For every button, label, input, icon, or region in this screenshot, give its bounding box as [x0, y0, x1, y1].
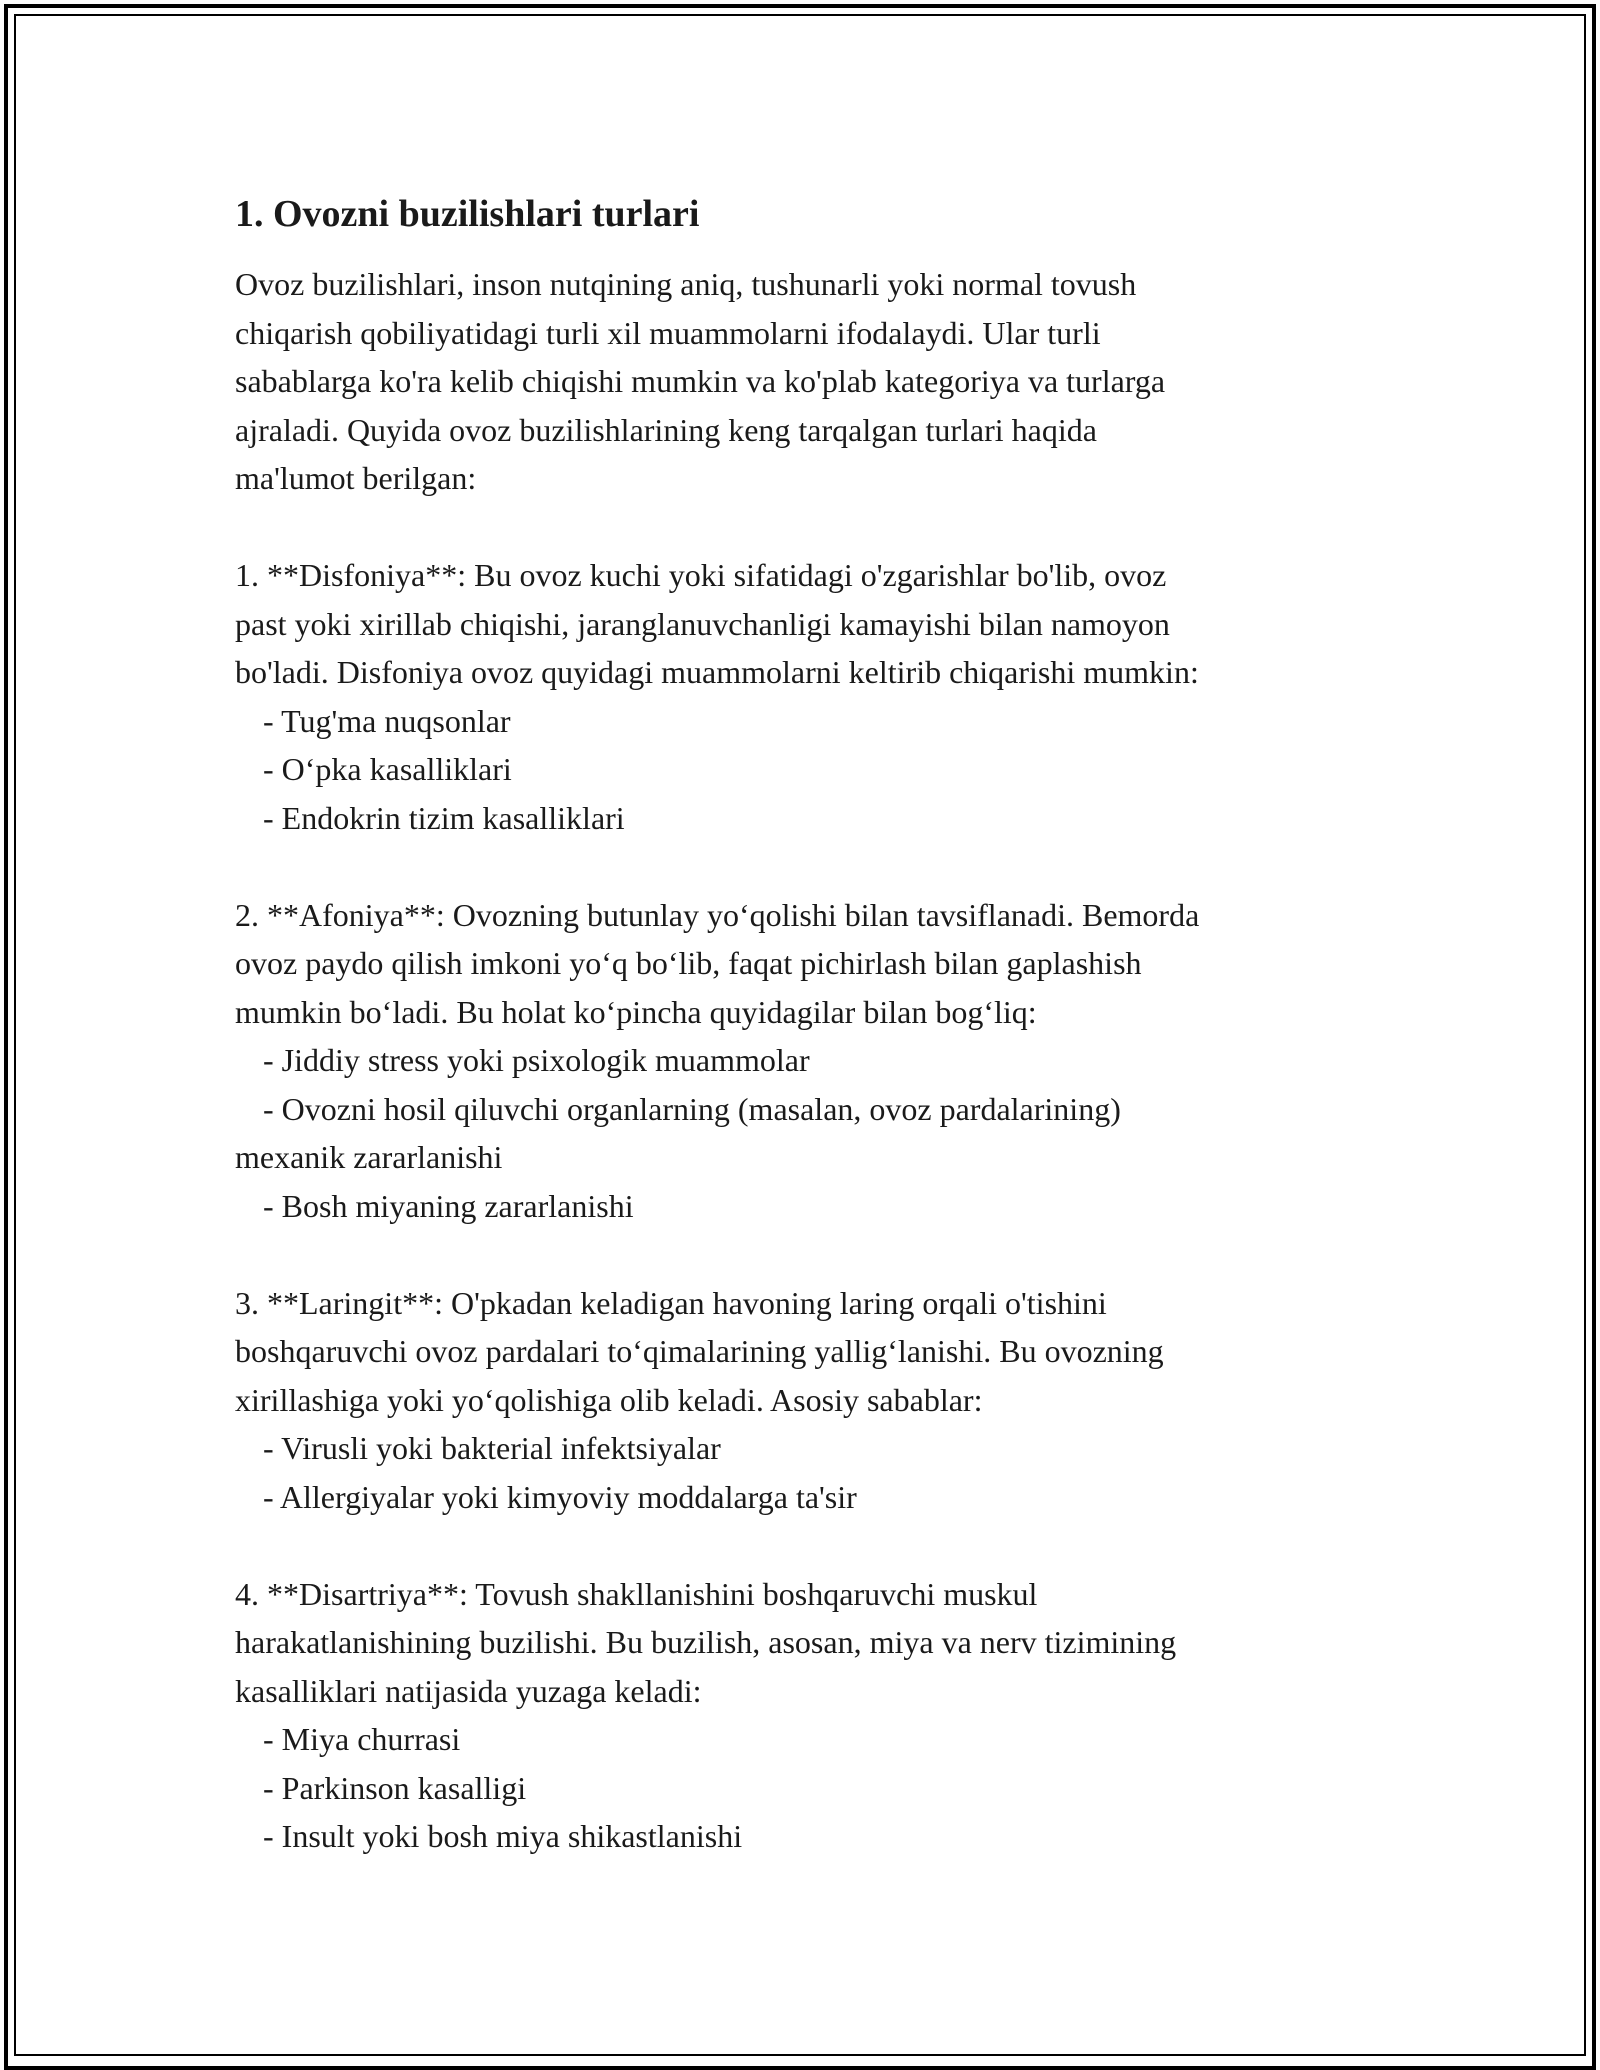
intro-line: Ovoz buzilishlari, inson nutqining aniq, tushunarli yoki normal tovush [235, 266, 1137, 302]
section-disartriya [235, 1570, 1375, 1861]
section-line: 4. **Disartriya**: Tovush shakllanishini boshqaruvchi muskul [235, 1575, 1038, 1612]
list-item: - Endokrin tizim kasalliklari [263, 799, 625, 836]
section-line: past yoki xirillab chiqishi, jaranglanuvchanligi kamayishi bilan namoyon [235, 605, 1170, 642]
section-line: boshqaruvchi ovoz pardalari to‘qimalarining yallig‘lanishi. Bu ovozning [235, 1333, 1164, 1369]
list-item: - O‘pka kasalliklari [263, 751, 512, 787]
list-item: - Allergiyalar yoki kimyoviy moddalarga ta'sir [263, 1478, 857, 1515]
intro-line: chiqarish qobiliyatidagi turli xil muammolarni ifodalaydi. Ular turli [235, 314, 1101, 351]
list-item: - Insult yoki bosh miya shikastlanishi [263, 1818, 743, 1854]
intro-line: ajraladi. Quyida ovoz buzilishlarining keng tarqalgan turlari haqida [235, 411, 1097, 448]
paragraph-gap [235, 842, 1375, 891]
intro-line: ma'lumot berilgan: [235, 460, 477, 496]
section-laringit [235, 1279, 1375, 1522]
section-line: kasalliklari natijasida yuzaga keladi: [235, 1672, 702, 1709]
section-line: mumkin bo‘ladi. Bu holat ko‘pincha quyidagilar bilan bog‘liq: [235, 993, 1037, 1030]
section-line: bo'ladi. Disfoniya ovoz quyidagi muammolarni keltirib chiqarishi mumkin: [235, 654, 1199, 690]
section-line: 1. **Disfoniya**: Bu ovoz kuchi yoki sifatidagi o'zgarishlar bo'lib, ovoz [235, 557, 1167, 593]
list-item-continuation: mexanik zararlanishi [235, 1139, 503, 1175]
list-item: - Ovozni hosil qiluvchi organlarning (masalan, ovoz pardalarining) [263, 1090, 1121, 1127]
paragraph-gap [235, 503, 1375, 552]
list-item: - Parkinson kasalligi [263, 1769, 527, 1806]
section-line: 2. **Afoniya**: Ovozning butunlay yo‘qolishi bilan tavsiflanadi. Bemorda [235, 896, 1200, 933]
list-item: - Miya churrasi [263, 1721, 461, 1757]
list-item: - Jiddiy stress yoki psixologik muammolar [263, 1042, 810, 1078]
section-line: xirillashiga yoki yo‘qolishiga olib keladi. Asosiy sabablar: [235, 1381, 983, 1418]
section-afoniya [235, 891, 1375, 1231]
section-line: 3. **Laringit**: O'pkadan keladigan havoning laring orqali o'tishini [235, 1284, 1107, 1321]
paragraph-gap [235, 1230, 1375, 1279]
document-title: 1. Ovozni buzilishlari turlari [235, 193, 700, 235]
list-item: - Tug'ma nuqsonlar [263, 702, 511, 739]
intro-line: sabablarga ko'ra kelib chiqishi mumkin va ko'plab kategoriya va turlarga [235, 363, 1166, 399]
paragraph-gap [235, 1521, 1375, 1570]
list-item: - Bosh miyaning zararlanishi [263, 1187, 634, 1224]
intro-paragraph [235, 260, 1375, 503]
section-disfoniya [235, 551, 1375, 842]
section-line: ovoz paydo qilish imkoni yo‘q bo‘lib, faqat pichirlash bilan gaplashish [235, 945, 1142, 981]
list-item: - Virusli yoki bakterial infektsiyalar [263, 1430, 721, 1466]
document-body [235, 188, 1375, 1861]
section-line: harakatlanishining buzilishi. Bu buzilish, asosan, miya va nerv tizimining [235, 1624, 1177, 1660]
